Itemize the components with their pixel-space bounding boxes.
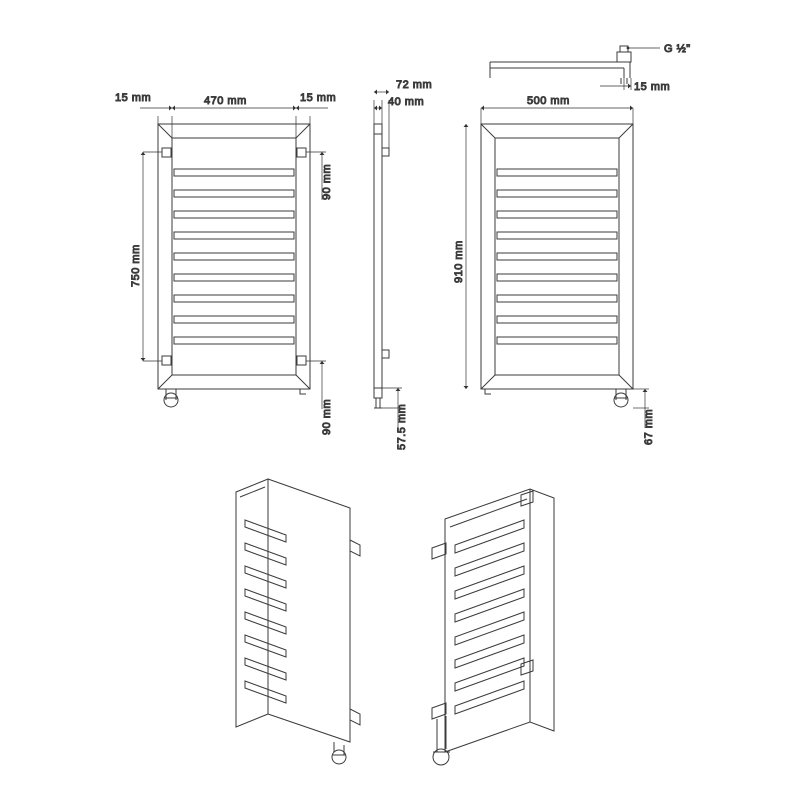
dim-rear-width-label: 500 mm (527, 95, 570, 107)
dim-front-bottom-bracket-label: 90 mm (321, 398, 333, 435)
dim-rear-width (481, 106, 633, 125)
side-view (374, 124, 389, 408)
dim-front-top-bracket-label: 90 mm (321, 163, 333, 200)
dim-side-depth-inner (374, 100, 382, 124)
dim-side-depth-outer-label: 72 mm (396, 79, 433, 91)
dim-connection-thread-label: G ½" (664, 43, 691, 55)
dim-connection-thread-leader (627, 47, 660, 50)
rear-view (481, 124, 633, 407)
dim-side-bottom-label: 57.5 mm (396, 403, 408, 450)
dim-front-height-label: 750 mm (130, 244, 142, 287)
dim-front-width-label: 470 mm (204, 95, 247, 107)
dim-front-left-offset-label: 15 mm (115, 92, 152, 104)
dim-side-depth-inner-label: 40 mm (388, 96, 425, 108)
dim-rear-bottom-label: 67 mm (643, 408, 655, 445)
isometric-right-view (432, 489, 554, 765)
dim-front-right-offset-label: 15 mm (300, 92, 337, 104)
dim-rear-height-label: 910 mm (453, 240, 465, 283)
dim-connection-offset (600, 78, 631, 90)
dim-connection-offset-label: 15 mm (634, 81, 671, 93)
dim-front-height (141, 152, 163, 361)
front-view (158, 124, 310, 407)
isometric-left-view (236, 479, 360, 764)
top-connection-detail (490, 46, 631, 84)
